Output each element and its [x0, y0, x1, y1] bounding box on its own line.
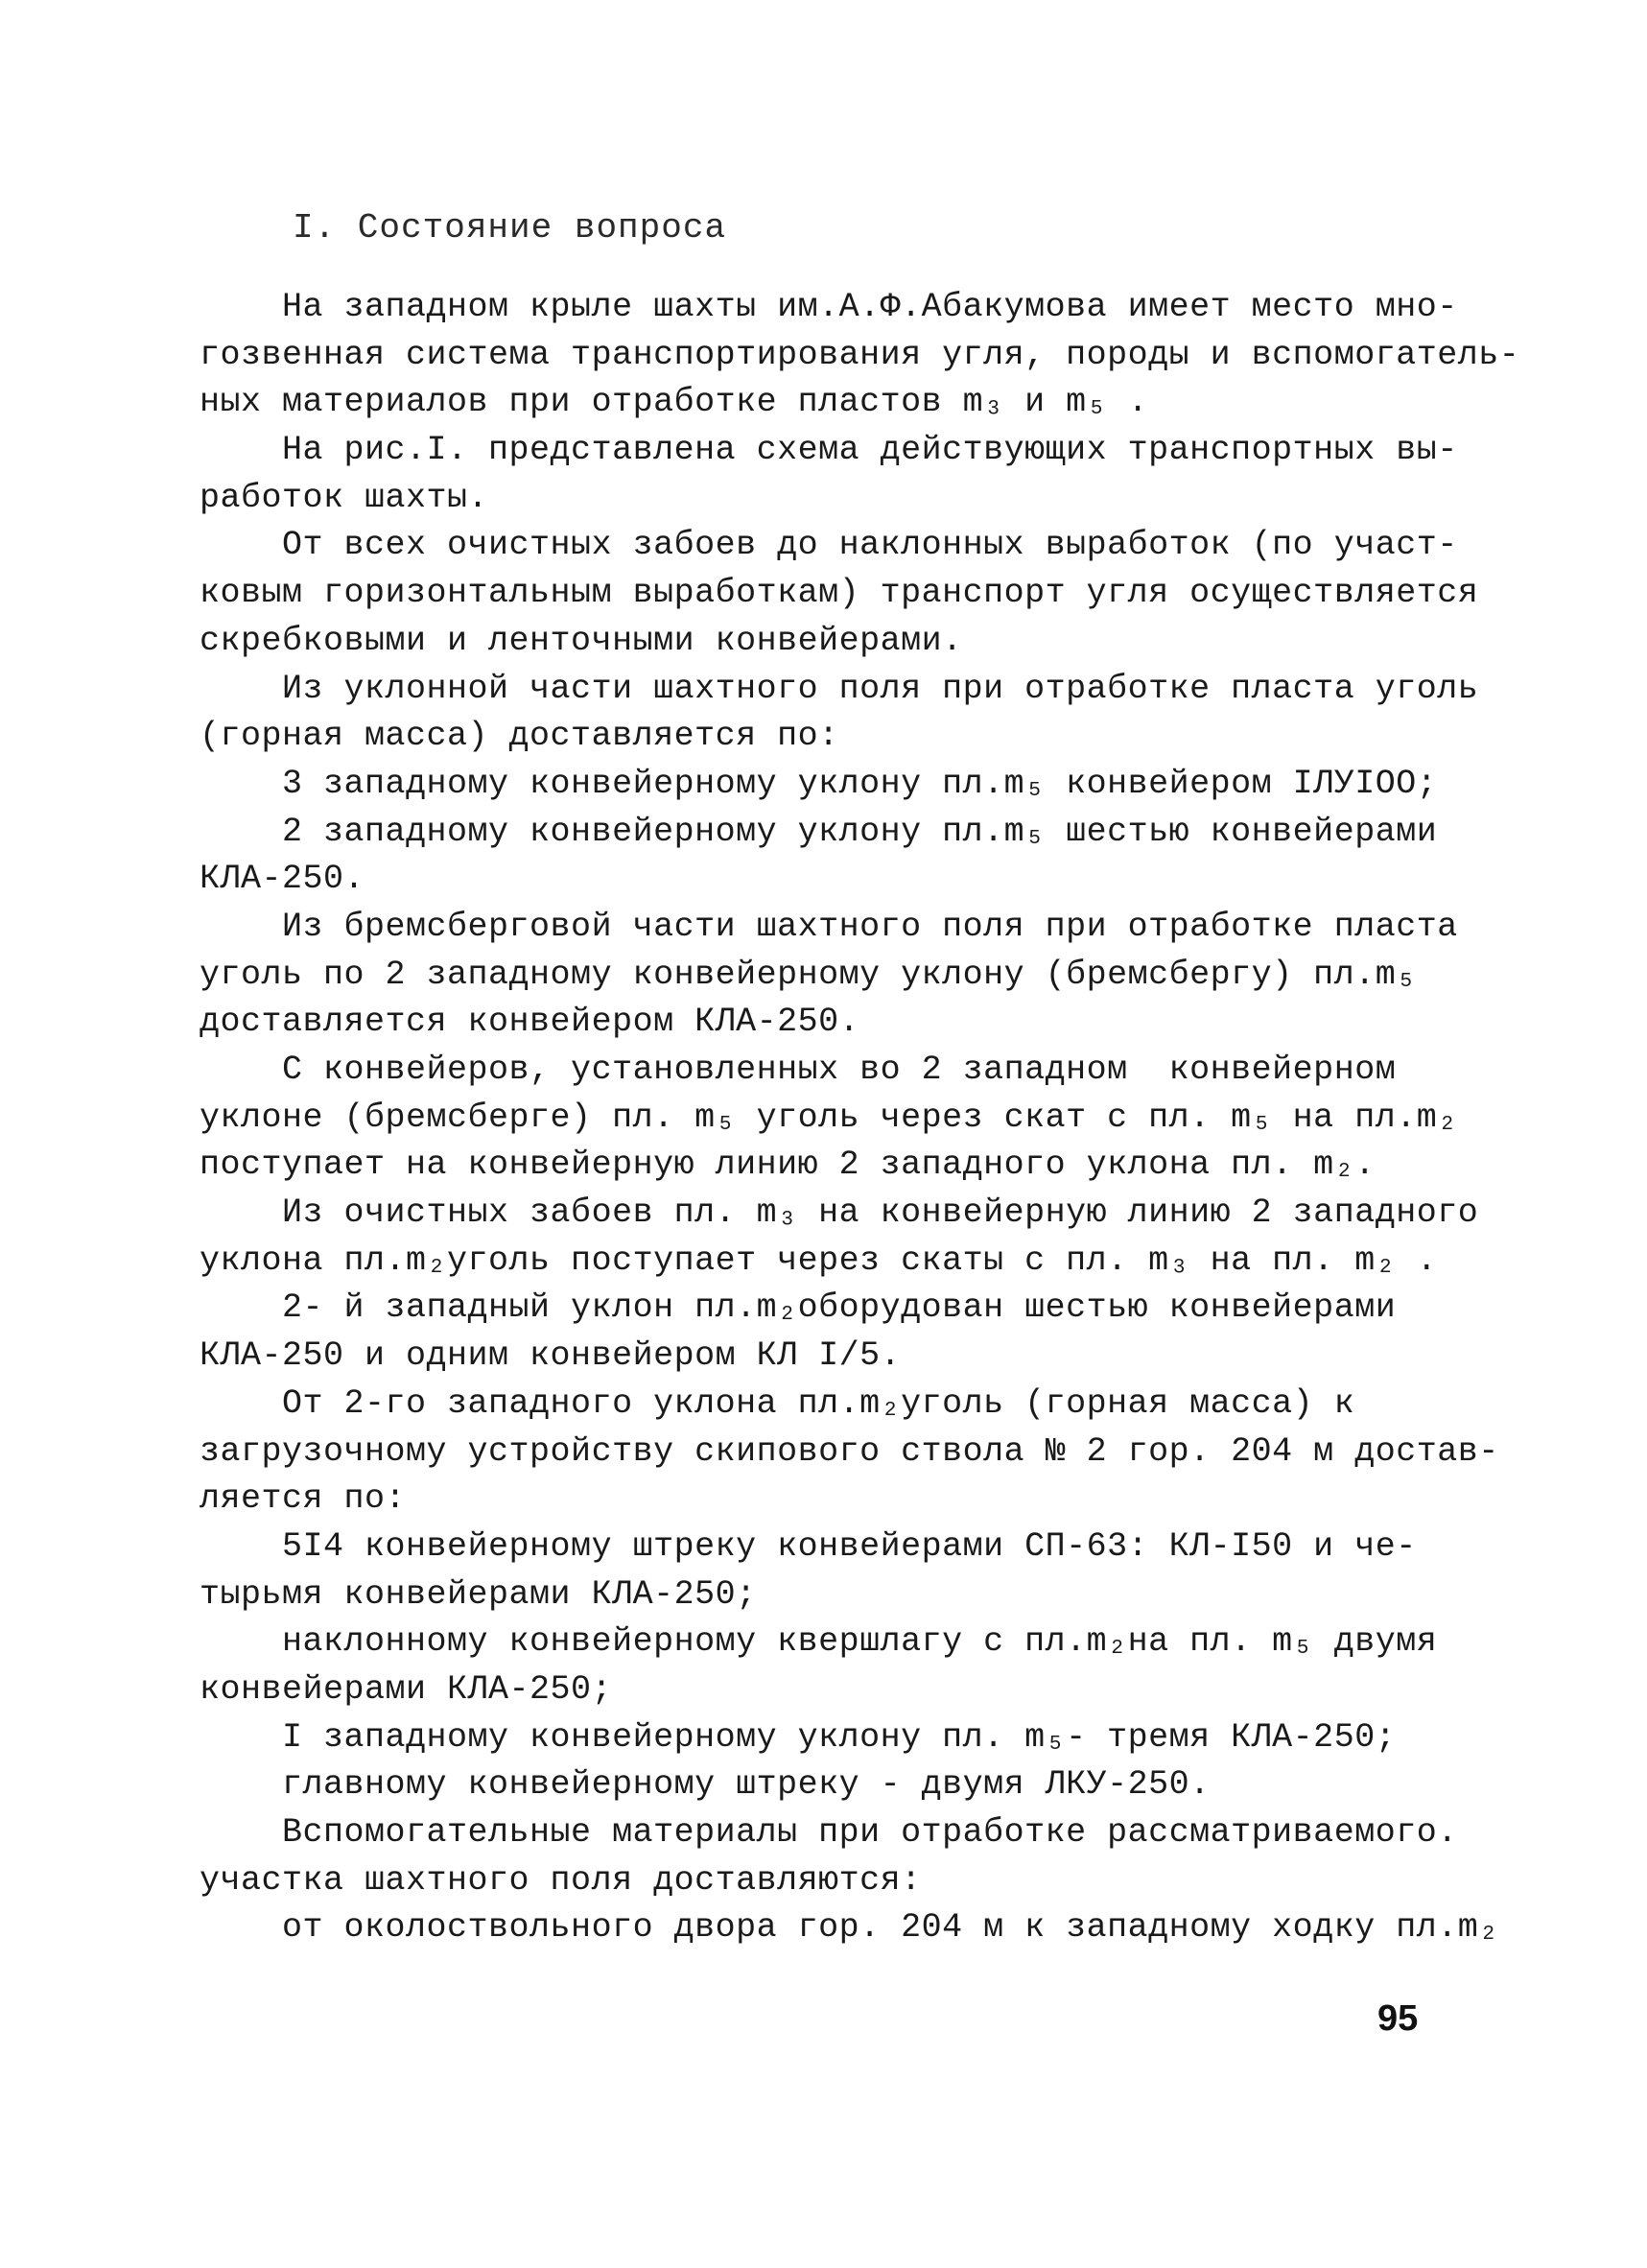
text-line: от околоствольного двора гор. 204 м к западному ходку пл.m₂: [200, 1908, 1499, 1948]
text-line: КЛА-250.: [200, 860, 365, 899]
text-line: 5I4 конвейерному штреку конвейерами СП-63: КЛ-I50 и че-: [200, 1526, 1417, 1566]
body-text: [200, 284, 1520, 1952]
text-line: 2 западному конвейерному уклону пл.m₅ шестью конвейерами: [200, 812, 1438, 851]
text-line: На западном крыле шахты им.А.Ф.Абакумова имеет место мно-: [200, 288, 1458, 326]
text-line: уклона пл.m₂уголь поступает через скаты с пл. m₃ на пл. m₂ .: [200, 1240, 1438, 1280]
text-line: (горная масса) доставляется по:: [200, 717, 839, 756]
text-line: наклонному конвейерному квершлагу с пл.m₂на пл. m₅ двумя: [200, 1622, 1438, 1662]
text-line: гозвенная система транспортирования угля, породы и вспомогатель-: [200, 335, 1520, 374]
text-line: От всех очистных забоев до наклонных выработок (по участ-: [200, 526, 1458, 565]
text-line: Вспомогательные материалы при отработке рассматриваемого.: [200, 1813, 1458, 1852]
text-line: участка шахтного поля доставляются:: [200, 1860, 922, 1900]
text-line: I западному конвейерному уклону пл. m₅- тремя КЛА-250;: [200, 1717, 1397, 1757]
text-line: Из очистных забоев пл. m₃ на конвейерную линию 2 западного: [200, 1193, 1479, 1233]
text-line: тырьмя конвейерами КЛА-250;: [200, 1574, 757, 1614]
text-line: Из бремсберговой части шахтного поля при отработке пласта: [200, 907, 1458, 946]
text-line: 3 западному конвейерному уклону пл.m₅ конвейером IЛУIОО;: [200, 764, 1438, 803]
section-heading: I. Состояние вопроса: [293, 208, 727, 248]
text-line: ных материалов при отработке пластов m₃ и m₅ .: [200, 383, 1149, 422]
text-line: Из уклонной части шахтного поля при отработке пласта уголь: [200, 669, 1479, 708]
text-line: конвейерами КЛА-250;: [200, 1669, 613, 1709]
text-line: От 2-го западного уклона пл.m₂уголь (горная масса) к: [200, 1383, 1355, 1423]
text-line: ковым горизонтальным выработкам) транспорт угля осуществляется: [200, 574, 1479, 613]
text-line: На рис.I. представлена схема действующих транспортных вы-: [200, 431, 1458, 470]
text-line: 2- й западный уклон пл.m₂оборудован шестью конвейерами: [200, 1288, 1397, 1328]
text-line: ляется по:: [200, 1479, 407, 1519]
text-line: уголь по 2 западному конвейерному уклону (бремсбергу) пл.m₅: [200, 955, 1417, 994]
text-line: С конвейеров, установленных во 2 западном конвейерном: [200, 1051, 1397, 1089]
text-line: главному конвейерному штреку - двумя ЛКУ-250.: [200, 1765, 1211, 1805]
text-line: КЛА-250 и одним конвейером КЛ I/5.: [200, 1336, 902, 1376]
text-line: поступает на конвейерную линию 2 западного уклона пл. m₂.: [200, 1146, 1376, 1185]
text-line: загрузочному устройству скипового ствола № 2 гор. 204 м достав-: [200, 1431, 1499, 1471]
page-number: 95: [1377, 1998, 1419, 2039]
text-line: скребковыми и ленточными конвейерами.: [200, 621, 963, 660]
text-line: доставляется конвейером КЛА-250.: [200, 1003, 860, 1042]
text-line: работок шахты.: [200, 478, 489, 517]
text-line: уклоне (бремсберге) пл. m₅ уголь через скат с пл. m₅ на пл.m₂: [200, 1098, 1458, 1137]
